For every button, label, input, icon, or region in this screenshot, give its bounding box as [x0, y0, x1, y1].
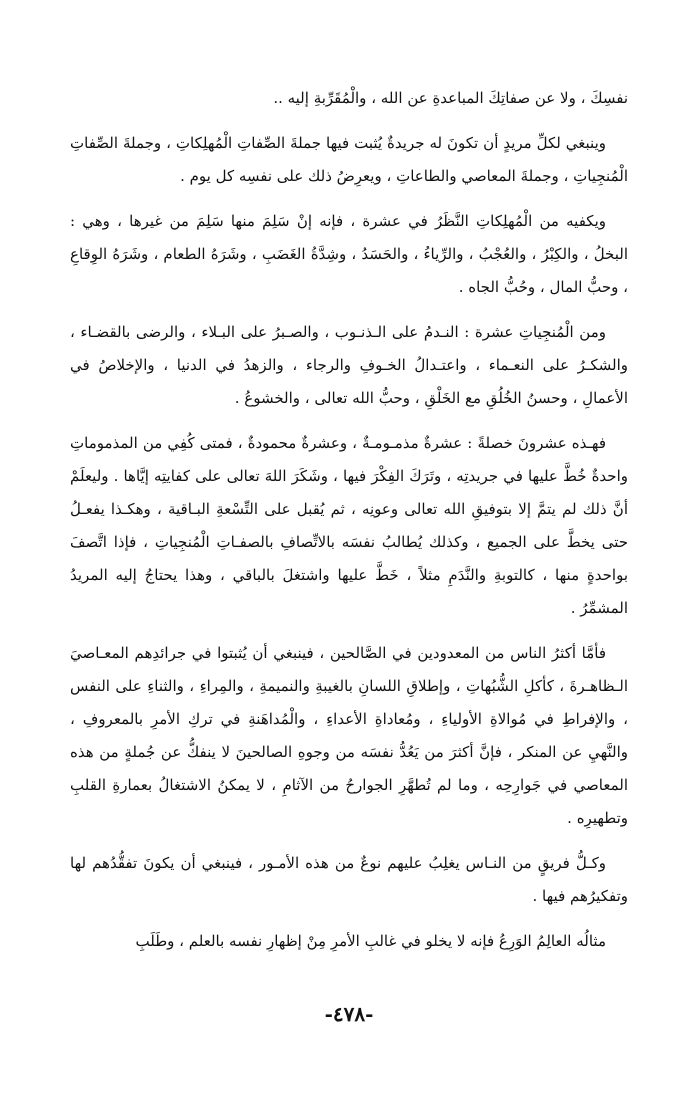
paragraph-4: ومن الْمُنجِياتِ عشرة : النـدمُ على الـذنـوب ، والصـبرُ على البـلاء ، والرضى بالقضـاء ، والشكـرُ على النعـماء ، واعتـدالُ الخـوفِ والرجاء ، والزهدُ في الدنيا ، والإخلاصُ في الأعمالِ ، وحسنُ الخُلُقِ مع الخَلْقِ ، وحبُّ الله تعالى ، والخشوعُ . [70, 323, 628, 407]
paragraph-1: نفسِكَ ، ولا عن صفاتِكَ المباعدةِ عن الله ، والْمُقَرِّبةِ إليه .. [273, 89, 628, 107]
paragraph-8: مثالُه العالِمُ الوَرِعُ فإنه لا يخلو في غالبِ الأمرِ مِنْ إظهارِ نفسه بالعلم ، وطَلَبِ [135, 932, 606, 950]
paragraph-3: ويكفيه من الْمُهلِكاتِ النَّظَرُ في عشرة ، فإنه إنْ سَلِمَ منها سَلِمَ من غيرها ، وهي : البخلُ ، والكِبْرُ ، والعُجْبُ ، والرِّياءُ ، والحَسَدُ ، وشِدَّةُ الغَضَبِ ، وشَرَهُ الطعام ، وشَرَهُ الوِقاعِ ، وحبُّ المال ، وحُبُّ الجاه . [70, 212, 628, 296]
page-number: -٤٧٨- [324, 1002, 374, 1026]
paragraph-7: وكـلُّ فريقٍ من النـاس يغلِبُ عليهم نوعٌ من هذه الأمـور ، فينبغي أن يكونَ تفقُّدُهم لها وتفكيرُهم فيها . [70, 854, 628, 905]
page-body [70, 82, 628, 970]
paragraph-6: فأمَّا أكثرُ الناس من المعدودين في الصَّالحين ، فينبغي أن يُثبتوا في جرائدِهم المعـاصيَ الـظاهـرةَ ، كأكلِ الشُّبُهاتِ ، وإطلاقِ اللسانِ بالغيبةِ والنميمةِ ، والمِراءِ ، والثناءِ على النفس ، والإفراطِ في مُوالاةِ الأولياءِ ، ومُعاداةِ الأعداءِ ، والْمُداهَنةِ في تركِ الأمرِ بالمعروفِ ، والنَّهيِ عن المنكر ، فإنَّ أكثرَ من يَعُدُّ نفسَه من وجوهِ الصالحينَ لا ينفكُّ عن جُملةٍ من هذه المعاصي في جَوارِحِه ، وما لم تُطهَّرِ الجوارحُ من الآثامِ ، لا يمكنُ الاشتغالُ بعمارةِ القلبِ وتطهيرِه . [70, 644, 628, 827]
paragraph-2: وينبغي لكلِّ مريدٍ أن تكونَ له جريدةٌ يُثبت فيها جملةَ الصِّفاتِ الْمُهلِكاتِ ، وجملةَ الصِّفاتِ الْمُنجِياتِ ، وجملةَ المعاصي والطاعاتِ ، ويعرِضُ ذلك على نفسِه كل يوم . [70, 134, 628, 185]
paragraph-5: فهـذه عشرونَ خصلةً : عشرةٌ مذمـومـةٌ ، وعشرةٌ محمودةٌ ، فمتى كُفِي من المذموماتِ واحدةٌ خُطَّ عليها في جريدتِه ، وتَرَكَ الفِكْرَ فيها ، وشَكَرَ اللهَ تعالى على كفايتِه إيَّاها . وليعلَمْ أنَّ ذلك لم يتمَّ إلا بتوفيقِ الله تعالى وعونِه ، ثم يُقبل على التِّسْعةِ البـاقية ، وهكـذا يفعـلُ حتى يخطَّ على الجميع ، وكذلك يُطالبُ نفسَه بالاتِّصافِ بالصفـاتِ الْمُنجِياتِ ، فإذا اتَّصفَ بواحدةٍ منها ، كالتوبةِ والنَّدَمِ مثلاً ، خَطَّ عليها واشتغلَ بالباقي ، وهذا يحتاجُ إليه المريدُ المشمِّرُ . [70, 434, 628, 617]
